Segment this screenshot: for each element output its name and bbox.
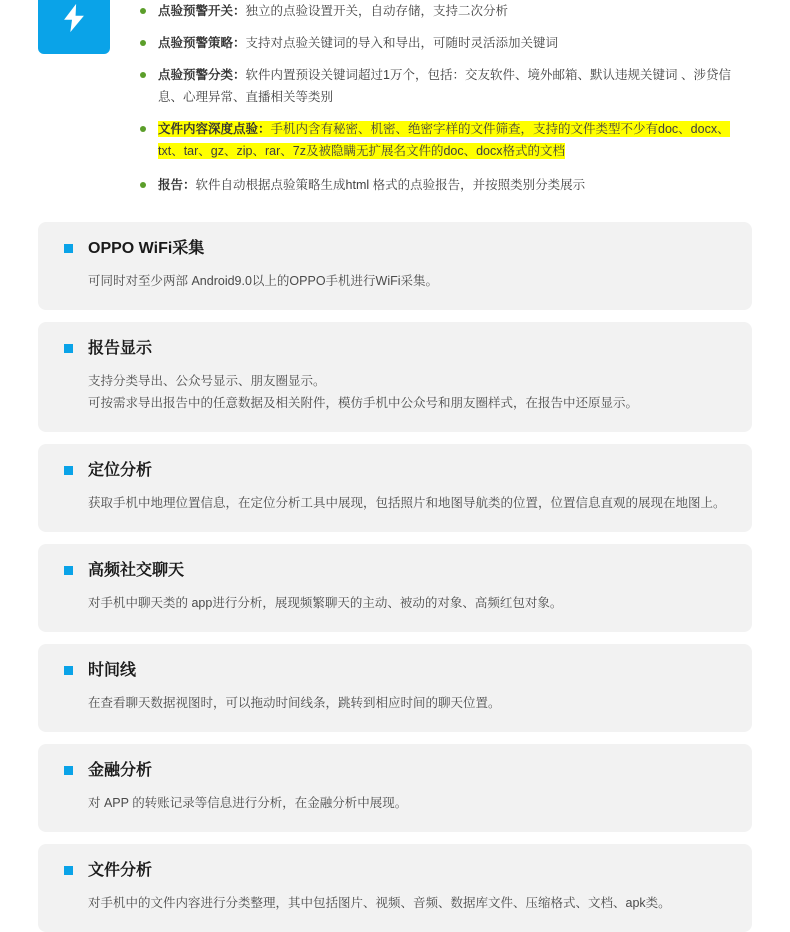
feature-card-financial-analysis [38,744,752,832]
card-description: 在查看聊天数据视图时，可以拖动时间线条，跳转到相应时间的聊天位置。 [88,696,501,710]
bullet-dot-icon [140,182,146,188]
card-title [64,338,726,360]
square-marker-icon [64,466,73,475]
card-description: 支持分类导出、公众号显示、朋友圈显示。 [88,374,326,388]
bullet-text: 独立的点验设置开关，自动存储，支持二次分析 [245,4,509,18]
card-description: 对 APP 的转账记录等信息进行分析，在金融分析中展现。 [88,796,408,810]
list-item [140,0,750,22]
card-title-text: 时间线 [88,662,137,679]
square-marker-icon [64,244,73,253]
bullet-dot-icon [140,126,146,132]
card-description: 获取手机中地理位置信息，在定位分析工具中展现，包括照片和地图导航类的位置，位置信息直观的展现在地图上。 [88,496,726,510]
card-title [64,860,726,882]
list-item [140,64,750,108]
card-title [64,560,726,582]
bullet-list [0,0,790,196]
card-title [64,238,726,260]
card-title-text: OPPO WiFi采集 [88,240,205,257]
card-title-text: 高频社交聊天 [88,562,185,579]
list-item [140,32,750,54]
product-logo-badge [38,0,110,54]
square-marker-icon [64,666,73,675]
bullet-dot-icon [140,40,146,46]
card-description: 对手机中的文件内容进行分类整理，其中包括图片、视频、音频、数据库文件、压缩格式、文档、apk类。 [88,896,671,910]
feature-bullets-section [0,0,790,196]
bullet-label: 点验预警策略： [158,36,246,50]
bullet-text: 手机内含有秘密、机密、绝密字样的文件筛查，支持的文件类型不少有doc、docx、txt、tar、gz、zip、rar、7z及被隐瞒无扩展名文件的doc、docx格式的文档 [158,122,730,158]
list-item-highlighted [140,118,750,162]
bullet-label: 点验预警分类： [158,68,246,82]
card-description: 可按需求导出报告中的任意数据及相关附件，模仿手机中公众号和朋友圈样式，在报告中还原显示。 [88,396,639,410]
card-title-text: 报告显示 [88,340,153,357]
feature-card-timeline [38,644,752,732]
card-title-text: 文件分析 [88,862,153,879]
square-marker-icon [64,766,73,775]
feature-card-location-analysis [38,444,752,532]
square-marker-icon [64,866,73,875]
feature-card-social-chat [38,544,752,632]
bullet-text: 软件自动根据点验策略生成html 格式的点验报告，并按照类别分类展示 [195,178,586,192]
card-title [64,760,726,782]
feature-cards-section [0,222,790,932]
square-marker-icon [64,566,73,575]
card-description: 对手机中聊天类的 app进行分析，展现频繁聊天的主动、被动的对象、高频红包对象。 [88,596,563,610]
card-title [64,460,726,482]
card-title [64,660,726,682]
card-title-text: 定位分析 [88,462,153,479]
bullet-text: 软件内置预设关键词超过1万个，包括：交友软件、境外邮箱、默认违规关键词 、涉贷信息、心理异常、直播相关等类别 [158,68,731,104]
card-title-text: 金融分析 [88,762,153,779]
bullet-label: 点验预警开关： [158,4,246,18]
card-description: 可同时对至少两部 Android9.0以上的OPPO手机进行WiFi采集。 [88,274,439,288]
feature-card-oppo-wifi [38,222,752,310]
feature-card-report-display [38,322,752,432]
bullet-text: 支持对点验关键词的导入和导出，可随时灵活添加关键词 [245,36,559,50]
list-item [140,174,750,196]
bullet-label: 报告： [158,178,196,192]
bullet-dot-icon [140,72,146,78]
square-marker-icon [64,344,73,353]
feature-card-file-analysis [38,844,752,932]
bullet-dot-icon [140,8,146,14]
lightning-bolt-icon [57,1,91,35]
bullet-label: 文件内容深度点验： [158,122,271,136]
